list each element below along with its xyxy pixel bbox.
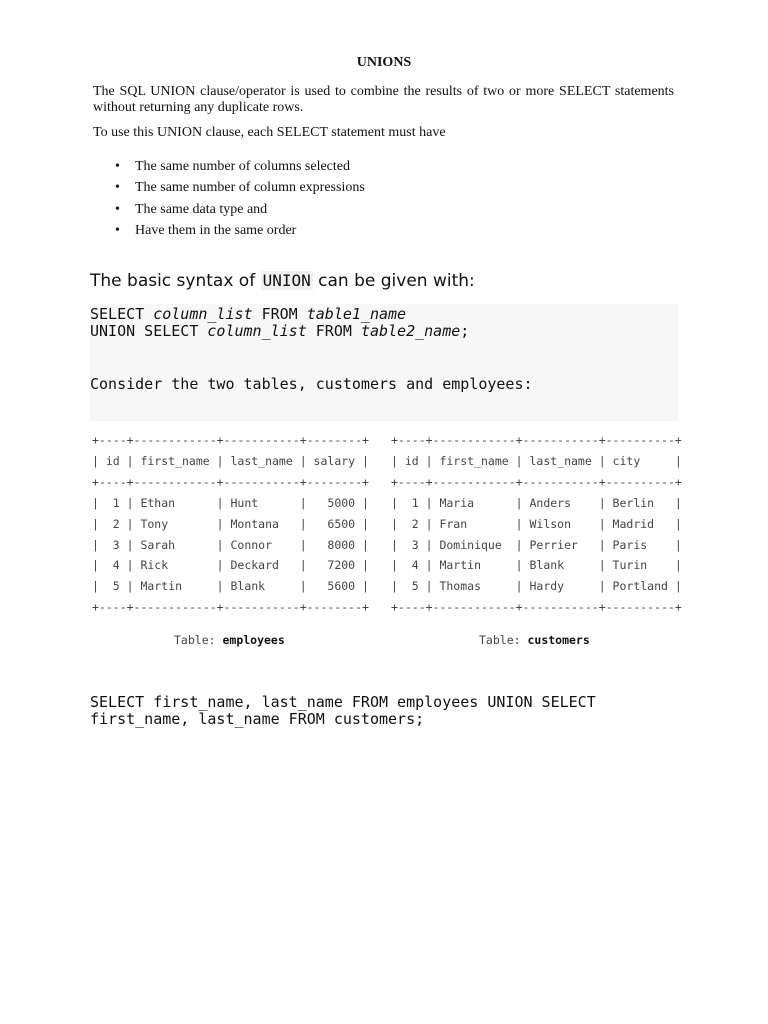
code-keyword: UNION SELECT [90,322,208,340]
code-keyword: FROM [252,305,307,323]
syntax-heading [90,271,475,291]
code-block [90,304,678,421]
syntax-heading-code: UNION [262,271,311,290]
caption-prefix: Table: [174,633,223,647]
list-item: • The same data type and [135,202,267,218]
employees-caption [174,633,285,647]
code-placeholder: column_list [153,305,253,323]
code-placeholder: table2_name [360,322,461,340]
code-placeholder: column_list [207,322,307,340]
employees-table: +----+------------+-----------+--------+ | id | first_name | last_name | salary | +----+------------+-----------+--------+ | 1 | Ethan | Hunt | 5000 | | 2 | Tony | Montana | 6500 | | 3 | Sarah | Connor | 8000 | | 4 | Rick | Deckard | 7200 | | 5 | Martin | Blank | 5600 | +----+------------+-----------+--------+ [92,433,369,615]
code-terminator: ; [460,322,470,340]
code-keyword: FROM [306,322,361,340]
caption-prefix: Table: [479,633,528,647]
requirements-lead: To use this UNION clause, each SELECT statement must have [93,125,446,140]
customers-caption [479,633,590,647]
union-query: SELECT first_name, last_name FROM employees UNION SELECT first_name, last_name FROM customers; [90,693,596,728]
list-item: • Have them in the same order [135,223,296,239]
syntax-heading-text: The basic syntax of [90,271,261,291]
code-keyword: SELECT [90,305,154,323]
syntax-heading-text-end: can be given with: [312,271,475,291]
code-placeholder: table1_name [306,305,407,323]
intro-paragraph: The SQL UNION clause/operator is used to combine the results of two or more SELECT statements without returning any duplicate rows. [93,84,674,115]
list-item: • The same number of columns selected [135,159,350,175]
customers-table: +----+------------+-----------+----------+ | id | first_name | last_name | city | +----+------------+-----------+----------+ | 1 | Maria | Anders | Berlin | | 2 | Fran | Wilson | Madrid | | 3 | Dominique | Perrier | Paris | | 4 | Martin | Blank | Turin | | 5 | Thomas | Hardy | Portland | +----+------------+-----------+----------+ [391,433,682,615]
document-title: UNIONS [356,55,412,70]
caption-table-name: employees [222,633,285,647]
syntax-line-1 [90,306,406,323]
consider-text: Consider the two tables, customers and employees: [90,375,533,393]
syntax-line-2 [90,323,469,340]
caption-table-name: customers [527,633,590,647]
list-item: • The same number of column expressions [135,180,365,196]
